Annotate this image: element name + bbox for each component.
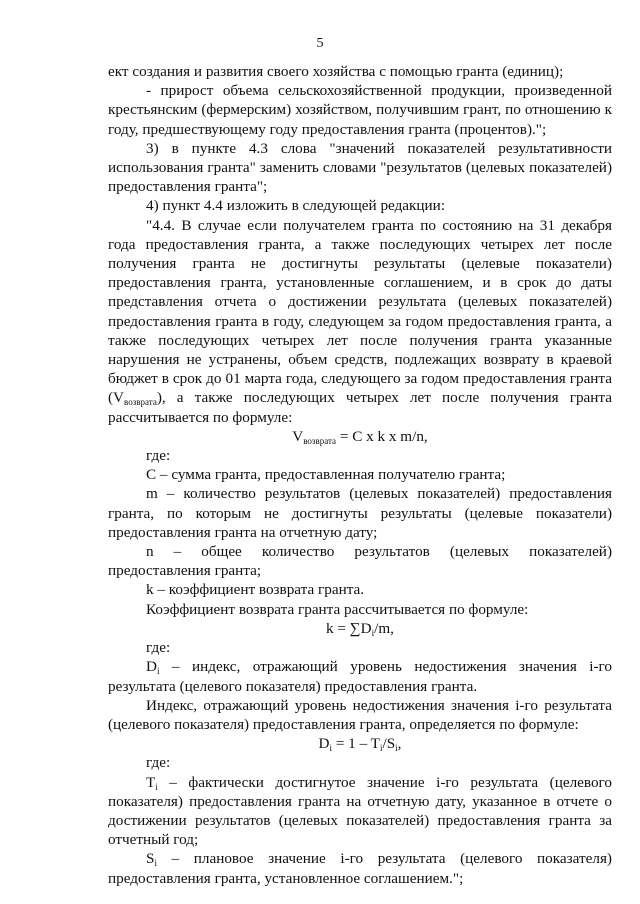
- paragraph: С – сумма гранта, предоставленная получателю гранта;: [146, 466, 506, 484]
- document-body: [108, 62, 612, 888]
- paragraph: $S_i$ – плановое значение i-го результата (целевого показателя) предоставления гранта, установленное соглашением.";: [108, 850, 612, 887]
- paragraph: где:: [146, 754, 171, 772]
- paragraph: Коэффициент возврата гранта рассчитывается по формуле:: [146, 600, 529, 618]
- paragraph: "4.4. В случае если получателем гранта по состоянию на 31 декабря года предоставления гранта, а также последующих четырех лет после получения гранта не достигнуты результаты (целевые показатели) предоставления гранта, установленные соглашением, и в срок до даты представления отчета о достижении результата (целевых показателей) предоставления гранта в году, следующем за годом предоставления гранта, а также последующих четырех лет после получения гранта указанные нарушения не устранены, объем средств, подлежащих возврату в краевой бюджет в срок до 01 марта года, следующего за годом предоставления гранта $(V_{возврата})$, а также последующих четырех лет после получения гранта рассчитывается по формуле:: [108, 216, 612, 426]
- formula-index: $D_i = 1 - T_i/S_i$,: [318, 735, 402, 754]
- paragraph: где:: [146, 639, 171, 657]
- paragraph: Индекс, отражающий уровень недостижения значения i-го результата (целевого показателя) предоставления гранта, определяется по формуле:: [108, 696, 612, 733]
- paragraph: где:: [146, 447, 171, 465]
- paragraph: $D_i$ – индекс, отражающий уровень недостижения значения i-го результата (целевого показателя) предоставления гранта.: [108, 658, 612, 695]
- formula-coefficient: $k = \sum D_i/m$,: [326, 619, 394, 638]
- page-number: 5: [316, 36, 324, 51]
- paragraph: 4) пункт 4.4 изложить в следующей редакции:: [146, 197, 446, 215]
- paragraph: 3) в пункте 4.3 слова "значений показателей результативности использования гранта" заменить словами "результатов (целевых показателей) предоставления гранта";: [108, 139, 612, 196]
- paragraph: - прирост объема сельскохозяйственной продукции, произведенной крестьянским (фермерским) хозяйством, получившим грант, по отношению к году, предшествующему году предоставления гранта (процентов).";: [108, 82, 612, 138]
- formula-return-volume: $V_{возврата} = C$ x k x m/n,: [292, 427, 428, 446]
- paragraph: m – количество результатов (целевых показателей) предоставления гранта, по которым не достигнуты результаты (целевые показатели) предоставления гранта на отчетную дату;: [108, 485, 612, 541]
- paragraph: ект создания и развития своего хозяйства с помощью гранта (единиц);: [108, 63, 564, 80]
- paragraph: k – коэффициент возврата гранта.: [146, 581, 365, 599]
- paragraph: n – общее количество результатов (целевых показателей) предоставления гранта;: [108, 543, 612, 580]
- paragraph: $T_i$ – фактически достигнутое значение i-го результата (целевого показателя) предоставления гранта на отчетную дату, указанное в отчете о достижении результатов (целевых показателей) предоставления гранта за отчетный год;: [108, 773, 612, 849]
